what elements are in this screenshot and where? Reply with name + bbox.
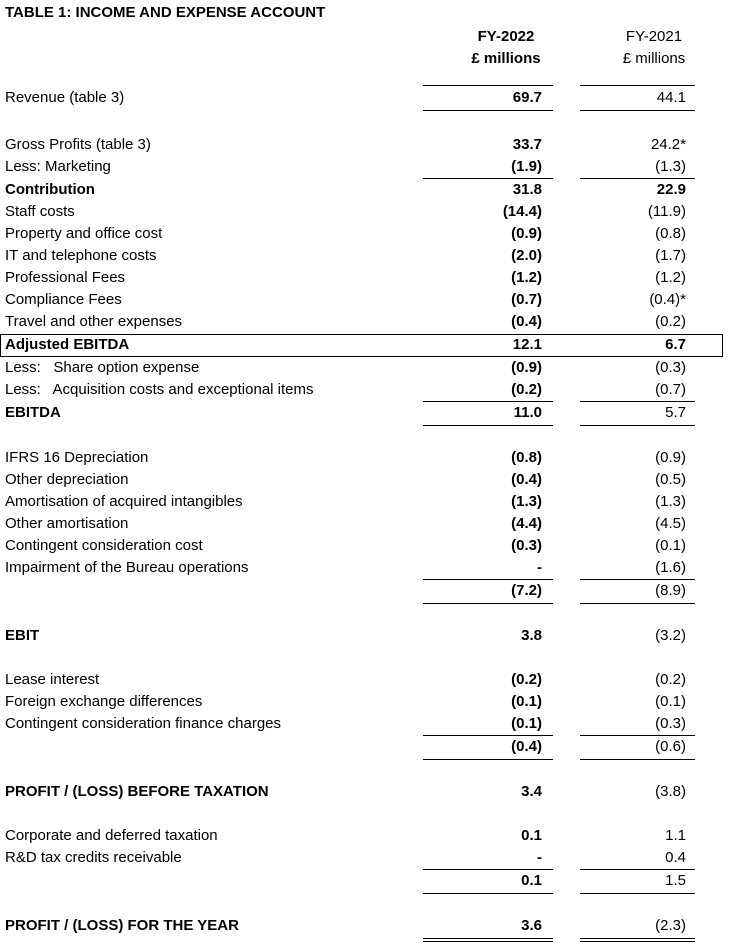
value-fy2022: (1.3) bbox=[511, 493, 542, 510]
rule-line bbox=[580, 893, 695, 894]
value-fy2022: 0.1 bbox=[521, 872, 542, 889]
value-fy2022: 11.0 bbox=[513, 404, 542, 421]
row-label: PROFIT / (LOSS) BEFORE TAXATION bbox=[5, 783, 269, 800]
rule-line bbox=[580, 85, 695, 86]
table-row bbox=[0, 245, 732, 267]
value-fy2021: (1.3) bbox=[655, 158, 686, 175]
table-row bbox=[0, 736, 732, 758]
value-fy2021: 1.5 bbox=[665, 872, 686, 889]
rule-line bbox=[580, 735, 695, 736]
row-label: Foreign exchange differences bbox=[5, 693, 203, 710]
value-fy2022: 12.1 bbox=[512, 336, 542, 353]
value-fy2021: (0.3) bbox=[655, 359, 686, 376]
rule-line bbox=[580, 425, 695, 426]
value-fy2021: (0.1) bbox=[655, 693, 686, 710]
row-label: Travel and other expenses bbox=[5, 313, 183, 330]
column-period: FY-2021 bbox=[625, 28, 683, 45]
row-label: Gross Profits (table 3) bbox=[5, 136, 151, 153]
rule-line bbox=[580, 603, 695, 604]
table-row bbox=[0, 535, 732, 557]
value-fy2021: (3.8) bbox=[655, 783, 686, 800]
double-rule-line bbox=[580, 938, 695, 939]
rule-line bbox=[423, 735, 553, 736]
value-fy2022: (4.4) bbox=[511, 515, 542, 532]
row-label: Professional Fees bbox=[5, 269, 126, 286]
table-row bbox=[0, 289, 732, 311]
rule-line bbox=[580, 401, 695, 402]
rule-line bbox=[580, 178, 695, 179]
value-fy2022: (0.7) bbox=[511, 291, 542, 308]
table-row bbox=[0, 691, 732, 713]
value-fy2021: (11.9) bbox=[647, 203, 686, 220]
value-fy2022: (1.9) bbox=[511, 158, 542, 175]
value-fy2021: (0.2) bbox=[655, 313, 686, 330]
row-label: EBIT bbox=[5, 627, 40, 644]
row-label: Adjusted EBITDA bbox=[5, 336, 130, 353]
value-fy2022: (14.4) bbox=[502, 203, 542, 220]
table-row bbox=[0, 847, 732, 869]
rule-line bbox=[423, 579, 553, 580]
rule-line bbox=[423, 178, 553, 179]
value-fy2022: - bbox=[537, 849, 542, 866]
double-rule-line bbox=[423, 938, 553, 939]
value-fy2021: (0.6) bbox=[655, 738, 686, 755]
value-fy2022: (0.9) bbox=[511, 225, 542, 242]
row-label: Lease interest bbox=[5, 671, 100, 688]
value-fy2022: 31.8 bbox=[512, 181, 542, 198]
value-fy2021: (2.3) bbox=[655, 917, 686, 934]
table-row bbox=[0, 357, 732, 379]
row-label: Corporate and deferred taxation bbox=[5, 827, 218, 844]
table-row bbox=[0, 267, 732, 289]
table-row bbox=[0, 825, 732, 847]
row-label: Property and office cost bbox=[5, 225, 163, 242]
value-fy2022: (0.4) bbox=[511, 471, 542, 488]
value-fy2022: (0.9) bbox=[511, 359, 542, 376]
value-fy2022: (7.2) bbox=[511, 582, 542, 599]
table-row bbox=[0, 156, 732, 178]
value-fy2021: (1.6) bbox=[655, 559, 686, 576]
table-row bbox=[0, 781, 732, 803]
column-period: FY-2022 bbox=[477, 28, 535, 45]
row-label: Less: Marketing bbox=[5, 158, 111, 175]
table-row bbox=[0, 513, 732, 535]
row-label: Less: Acquisition costs and exceptional items bbox=[5, 381, 314, 398]
value-fy2022: 3.8 bbox=[521, 627, 542, 644]
rule-line bbox=[580, 110, 695, 111]
table-row bbox=[0, 134, 732, 156]
row-label: Amortisation of acquired intangibles bbox=[5, 493, 243, 510]
table-row bbox=[0, 201, 732, 223]
rule-line bbox=[423, 85, 553, 86]
rule-line bbox=[580, 579, 695, 580]
value-fy2021: 1.1 bbox=[665, 827, 686, 844]
value-fy2022: (0.2) bbox=[511, 671, 542, 688]
value-fy2022: 0.1 bbox=[521, 827, 542, 844]
value-fy2021: (0.2) bbox=[655, 671, 686, 688]
double-rule-line bbox=[423, 941, 553, 942]
table-row bbox=[0, 669, 732, 691]
table-row bbox=[0, 179, 732, 201]
value-fy2022: 3.6 bbox=[521, 917, 542, 934]
value-fy2021: (8.9) bbox=[655, 582, 686, 599]
row-label: PROFIT / (LOSS) FOR THE YEAR bbox=[5, 917, 239, 934]
value-fy2021: (0.5) bbox=[655, 471, 686, 488]
table-title: TABLE 1: INCOME AND EXPENSE ACCOUNT bbox=[5, 4, 326, 21]
row-label: Compliance Fees bbox=[5, 291, 122, 308]
table-row bbox=[0, 402, 732, 424]
value-fy2022: (2.0) bbox=[511, 247, 542, 264]
value-fy2022: (0.8) bbox=[511, 449, 542, 466]
rule-line bbox=[423, 401, 553, 402]
table-row bbox=[0, 447, 732, 469]
value-fy2021: 24.2* bbox=[650, 136, 686, 153]
value-fy2022: - bbox=[537, 559, 542, 576]
rule-line bbox=[423, 759, 553, 760]
value-fy2022: (0.1) bbox=[511, 693, 542, 710]
table-row bbox=[0, 223, 732, 245]
table-row bbox=[0, 334, 732, 356]
value-fy2021: 6.7 bbox=[665, 336, 686, 353]
value-fy2022: (1.2) bbox=[511, 269, 542, 286]
value-fy2021: (4.5) bbox=[655, 515, 686, 532]
rule-line bbox=[423, 603, 553, 604]
value-fy2021: (0.4)* bbox=[649, 291, 686, 308]
rule-line bbox=[580, 759, 695, 760]
row-label: IT and telephone costs bbox=[5, 247, 157, 264]
value-fy2021: 44.1 bbox=[656, 89, 686, 106]
value-fy2022: (0.2) bbox=[511, 381, 542, 398]
table-row bbox=[0, 469, 732, 491]
value-fy2021: 0.4 bbox=[665, 849, 686, 866]
row-label: Contingent consideration finance charges bbox=[5, 715, 282, 732]
row-label: IFRS 16 Depreciation bbox=[5, 449, 149, 466]
row-label: Less: Share option expense bbox=[5, 359, 200, 376]
value-fy2022: (0.1) bbox=[511, 715, 542, 732]
value-fy2022: (0.4) bbox=[511, 313, 542, 330]
rule-line bbox=[423, 869, 553, 870]
table-row bbox=[0, 580, 732, 602]
value-fy2021: (1.7) bbox=[655, 247, 686, 264]
rule-line bbox=[423, 110, 553, 111]
value-fy2022: 69.7 bbox=[512, 89, 542, 106]
table-row bbox=[0, 713, 732, 735]
value-fy2021: (0.9) bbox=[655, 449, 686, 466]
table-row bbox=[0, 557, 732, 579]
row-label: Revenue (table 3) bbox=[5, 89, 125, 106]
row-label: EBITDA bbox=[5, 404, 61, 421]
table-row bbox=[0, 379, 732, 401]
table-row bbox=[0, 311, 732, 333]
table-row bbox=[0, 625, 732, 647]
row-label: R&D tax credits receivable bbox=[5, 849, 182, 866]
table-row bbox=[0, 915, 732, 937]
row-label: Staff costs bbox=[5, 203, 75, 220]
table-row bbox=[0, 870, 732, 892]
value-fy2021: (0.3) bbox=[655, 715, 686, 732]
row-label: Impairment of the Bureau operations bbox=[5, 559, 249, 576]
double-rule-line bbox=[580, 941, 695, 942]
value-fy2022: (0.3) bbox=[511, 537, 542, 554]
column-header-fy2022 bbox=[436, 26, 576, 70]
row-label: Other depreciation bbox=[5, 471, 129, 488]
value-fy2022: 33.7 bbox=[512, 136, 542, 153]
column-unit: £ millions bbox=[471, 50, 541, 67]
rule-line bbox=[423, 425, 553, 426]
rule-line bbox=[423, 893, 553, 894]
column-header-fy2021 bbox=[584, 26, 724, 70]
value-fy2021: 22.9 bbox=[656, 181, 686, 198]
column-unit: £ millions bbox=[622, 50, 686, 67]
row-label: Contribution bbox=[5, 181, 95, 198]
rule-line bbox=[580, 869, 695, 870]
value-fy2021: (1.2) bbox=[655, 269, 686, 286]
value-fy2021: 5.7 bbox=[665, 404, 686, 421]
row-label: Other amortisation bbox=[5, 515, 129, 532]
row-label: Contingent consideration cost bbox=[5, 537, 203, 554]
table-row bbox=[0, 87, 732, 109]
table-row bbox=[0, 491, 732, 513]
value-fy2021: (1.3) bbox=[655, 493, 686, 510]
value-fy2021: (0.1) bbox=[655, 537, 686, 554]
value-fy2022: 3.4 bbox=[521, 783, 542, 800]
value-fy2021: (0.8) bbox=[655, 225, 686, 242]
value-fy2021: (3.2) bbox=[655, 627, 686, 644]
value-fy2022: (0.4) bbox=[511, 738, 542, 755]
value-fy2021: (0.7) bbox=[655, 381, 686, 398]
